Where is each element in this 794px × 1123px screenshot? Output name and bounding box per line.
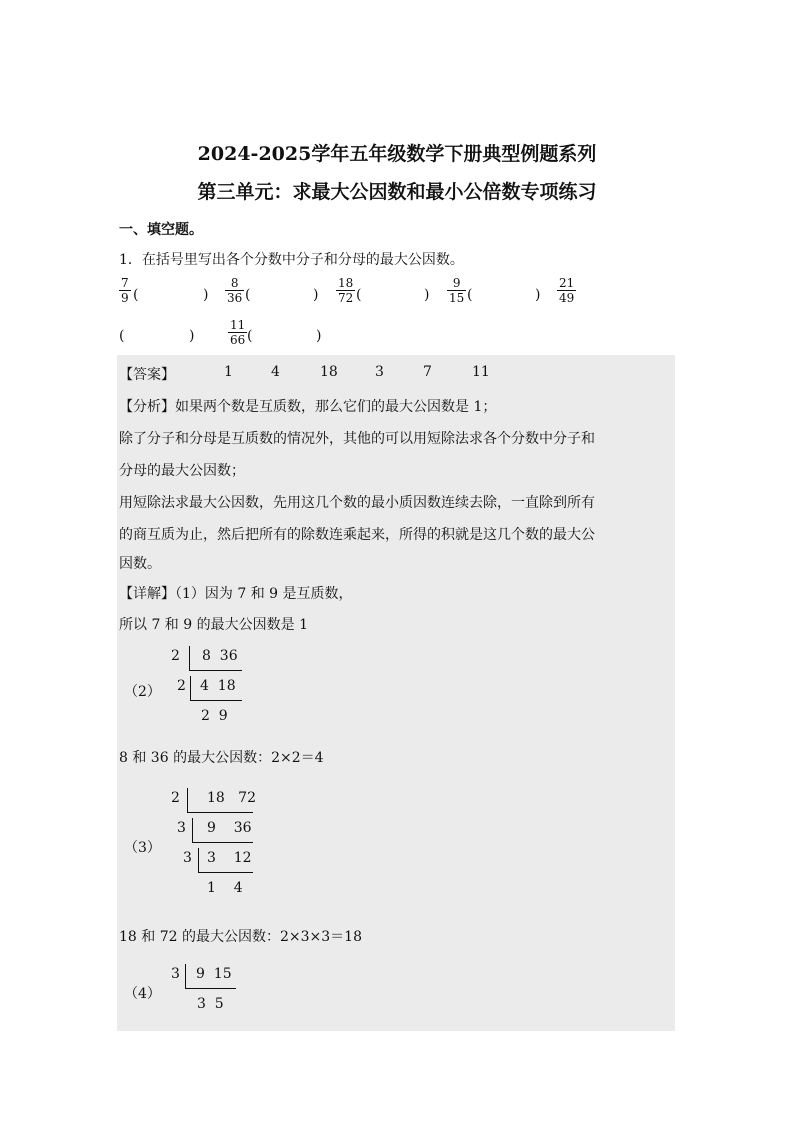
- section-heading: 一、填空题。: [119, 222, 203, 238]
- division-bracket: [189, 646, 190, 670]
- dividend-row: 3 12: [207, 850, 252, 866]
- analysis-text: 用短除法求最大公因数，先用这几个数的最小质因数连续去除，一直除到所有: [119, 495, 595, 511]
- answer-blank-open: (: [247, 328, 253, 344]
- detail-line: [119, 583, 353, 603]
- numerator: 21: [559, 276, 575, 290]
- division-line: [190, 700, 242, 701]
- document-title: 2024-2025学年五年级数学下册典型例题系列: [197, 143, 597, 165]
- analysis-text: 分母的最大公因数；: [119, 463, 245, 479]
- dividend-row: 18 72: [207, 790, 256, 806]
- divisor: 2: [177, 678, 186, 694]
- answer-blank-open: (: [356, 287, 362, 303]
- answer-value: 11: [472, 364, 490, 380]
- divisor: 2: [171, 790, 180, 806]
- answer-blank-close: ): [189, 328, 195, 344]
- answer-value: 3: [375, 364, 384, 380]
- division-bracket: [198, 848, 199, 872]
- fraction-11-66: [228, 318, 247, 347]
- quotient-row: 1 4: [207, 880, 243, 896]
- answer-value: 18: [320, 364, 338, 380]
- denominator: 66: [230, 333, 246, 347]
- detail-text: 所以 7 和 9 的最大公因数是 1: [119, 617, 308, 633]
- document-subtitle: 第三单元：求最大公因数和最小公倍数专项练习: [197, 181, 597, 203]
- division-line: [192, 842, 253, 843]
- analysis-text: 因数。: [119, 556, 161, 572]
- answer-blank-close: ): [424, 287, 430, 303]
- answer-label: 【答案】: [119, 367, 175, 383]
- numerator: 18: [338, 276, 354, 290]
- division-bracket: [185, 964, 186, 988]
- answer-blank-open: (: [119, 328, 125, 344]
- numerator: 9: [447, 276, 466, 291]
- fraction-9-15: [447, 276, 466, 305]
- answer-blank-close: ): [535, 287, 541, 303]
- divisor: 3: [177, 820, 186, 836]
- denominator: 9: [121, 291, 129, 305]
- division-line: [198, 872, 253, 873]
- question-1-text: 1．在括号里写出各个分数中分子和分母的最大公因数。: [119, 252, 464, 268]
- divisor: 3: [183, 850, 192, 866]
- part-2-result: 8 和 36 的最大公因数：2×2＝4: [119, 750, 324, 766]
- answer-value: 1: [224, 364, 233, 380]
- part-3-result: 18 和 72 的最大公因数：2×3×3＝18: [119, 929, 362, 945]
- denominator: 49: [559, 291, 575, 305]
- denominator: 36: [227, 291, 243, 305]
- analysis-label: 【分析】: [119, 399, 175, 415]
- answer-blank-open: (: [467, 287, 473, 303]
- quotient-row: 3 5: [197, 996, 224, 1012]
- analysis-line: [119, 396, 496, 416]
- numerator: 7: [121, 276, 129, 290]
- detail-label: 【详解】: [119, 586, 175, 602]
- part-2-label: （2）: [124, 684, 161, 700]
- fraction-7-9: [119, 276, 131, 305]
- answer-blank-open: (: [245, 287, 251, 303]
- fraction-18-72: [336, 276, 355, 305]
- answer-blank-close: ): [203, 287, 209, 303]
- divisor: 3: [171, 966, 180, 982]
- dividend-row: 4 18: [200, 678, 236, 694]
- answer-value: 7: [423, 364, 432, 380]
- answer-blank-close: ): [313, 287, 319, 303]
- denominator: 72: [338, 291, 354, 305]
- division-bracket: [190, 676, 191, 700]
- analysis-text: 的商互质为止，然后把所有的除数连乘起来，所得的积就是这几个数的最大公: [119, 527, 595, 543]
- analysis-text: 如果两个数是互质数，那么它们的最大公因数是 1；: [175, 399, 497, 415]
- division-line: [185, 988, 236, 989]
- dividend-row: 8 36: [202, 648, 238, 664]
- fraction-8-36: [225, 276, 244, 305]
- dividend-row: 9 15: [196, 966, 232, 982]
- dividend-row: 9 36: [207, 820, 252, 836]
- division-bracket: [192, 818, 193, 842]
- analysis-text: 除了分子和分母是互质数的情况外，其他的可以用短除法求各个分数中分子和: [119, 431, 595, 447]
- answer-blank-open: (: [133, 287, 139, 303]
- division-line: [189, 670, 242, 671]
- quotient-row: 2 9: [201, 708, 228, 724]
- detail-text: （1）因为 7 和 9 是互质数，: [175, 586, 353, 602]
- division-bracket: [187, 788, 188, 812]
- answer-blank-close: ): [316, 328, 322, 344]
- numerator: 8: [225, 276, 244, 291]
- fraction-21-49: [557, 276, 576, 305]
- divisor: 2: [171, 648, 180, 664]
- denominator: 15: [449, 291, 465, 305]
- part-3-label: （3）: [124, 840, 161, 856]
- division-line: [187, 812, 253, 813]
- numerator: 11: [230, 318, 246, 332]
- answer-value: 4: [271, 364, 280, 380]
- part-4-label: （4）: [124, 986, 161, 1002]
